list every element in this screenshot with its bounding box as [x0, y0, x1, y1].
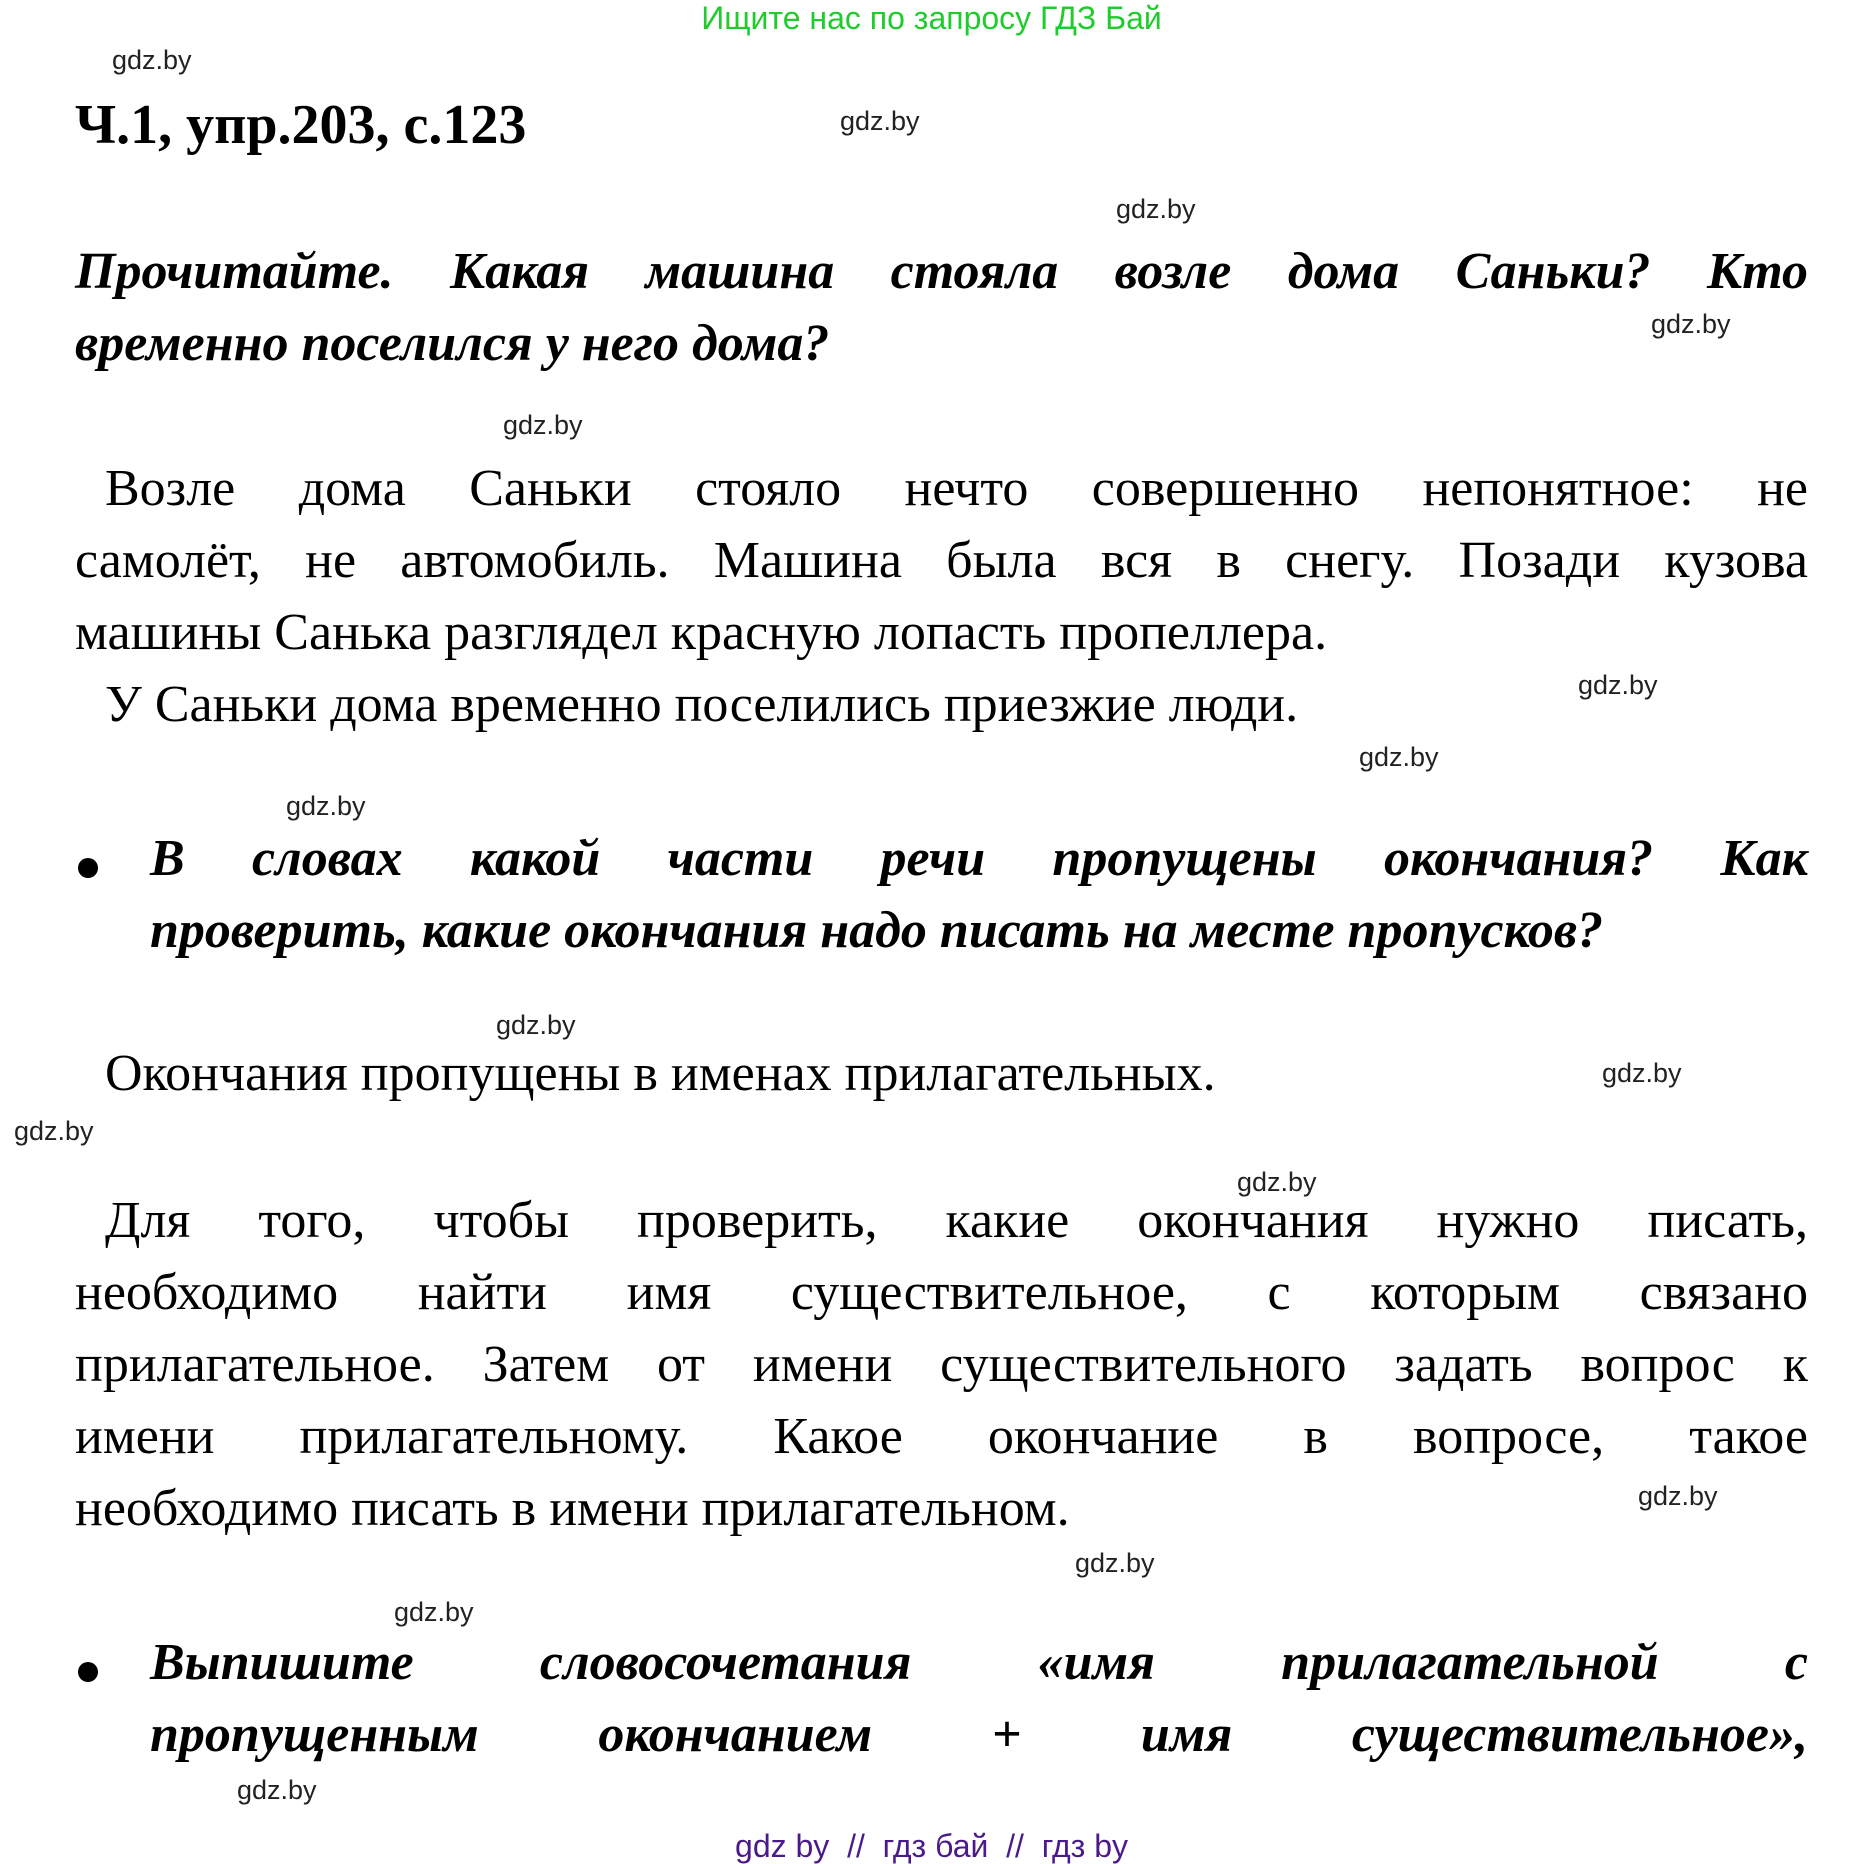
watermark: gdz.by — [1116, 194, 1196, 224]
watermark: gdz.by — [1075, 1548, 1155, 1578]
watermark: gdz.by — [286, 791, 366, 821]
footer-links: gdz by // гдз бай // гдз by — [735, 1828, 1128, 1864]
bullet-question-line: В словах какой части речи пропущены окончания? Как — [150, 830, 1808, 887]
answer-line: У Саньки дома временно поселились приезжие люди. — [105, 676, 1299, 733]
answer-paragraph-1 — [75, 453, 1808, 741]
bullet-question-line: Выпишите словосочетания «имя прилагательной с — [150, 1634, 1808, 1691]
answer-line: Возле дома Саньки стояло нечто совершенно непонятное: не — [105, 460, 1808, 517]
task-question — [75, 236, 1808, 380]
answer-line: машины Санька разглядел красную лопасть пропеллера. — [75, 604, 1328, 661]
watermark: gdz.by — [112, 45, 192, 75]
watermark: gdz.by — [840, 106, 920, 136]
watermark: gdz.by — [1602, 1058, 1682, 1088]
answer-line: прилагательное. Затем от имени существительного задать вопрос к — [75, 1336, 1808, 1393]
watermark: gdz.by — [1237, 1167, 1317, 1197]
answer-line: необходимо писать в имени прилагательном. — [75, 1480, 1070, 1537]
bullet-question-line: проверить, какие окончания надо писать на месте пропусков? — [150, 902, 1604, 959]
answer-paragraph-3 — [75, 1185, 1808, 1545]
watermark: gdz.by — [394, 1597, 474, 1627]
answer-line: необходимо найти имя существительное, с которым связано — [75, 1264, 1808, 1321]
page-title: Ч.1, упр.203, с.123 — [75, 94, 527, 156]
bullet-icon — [78, 1662, 98, 1682]
top-banner: Ищите нас по запросу ГДЗ Бай — [701, 0, 1162, 36]
answer-paragraph-2: Окончания пропущены в именах прилагательных. — [105, 1045, 1216, 1102]
watermark: gdz.by — [1359, 742, 1439, 772]
task-question-line: Прочитайте. Какая машина стояла возле дома Саньки? Кто — [75, 243, 1808, 300]
bullet-icon — [78, 858, 98, 878]
watermark: gdz.by — [237, 1775, 317, 1805]
task-question-line: временно поселился у него дома? — [75, 315, 830, 372]
watermark: gdz.by — [1651, 309, 1731, 339]
bullet-question-1 — [150, 823, 1808, 967]
bullet-question-line: пропущенным окончанием + имя существительное», — [150, 1706, 1808, 1763]
bullet-question-2 — [150, 1627, 1808, 1771]
watermark: gdz.by — [1578, 670, 1658, 700]
answer-line: Для того, чтобы проверить, какие окончания нужно писать, — [105, 1192, 1808, 1249]
answer-line: имени прилагательному. Какое окончание в вопросе, такое — [75, 1408, 1808, 1465]
watermark: gdz.by — [503, 410, 583, 440]
watermark: gdz.by — [14, 1116, 94, 1146]
answer-line: самолёт, не автомобиль. Машина была вся в снегу. Позади кузова — [75, 532, 1808, 589]
watermark: gdz.by — [496, 1010, 576, 1040]
watermark: gdz.by — [1638, 1481, 1718, 1511]
